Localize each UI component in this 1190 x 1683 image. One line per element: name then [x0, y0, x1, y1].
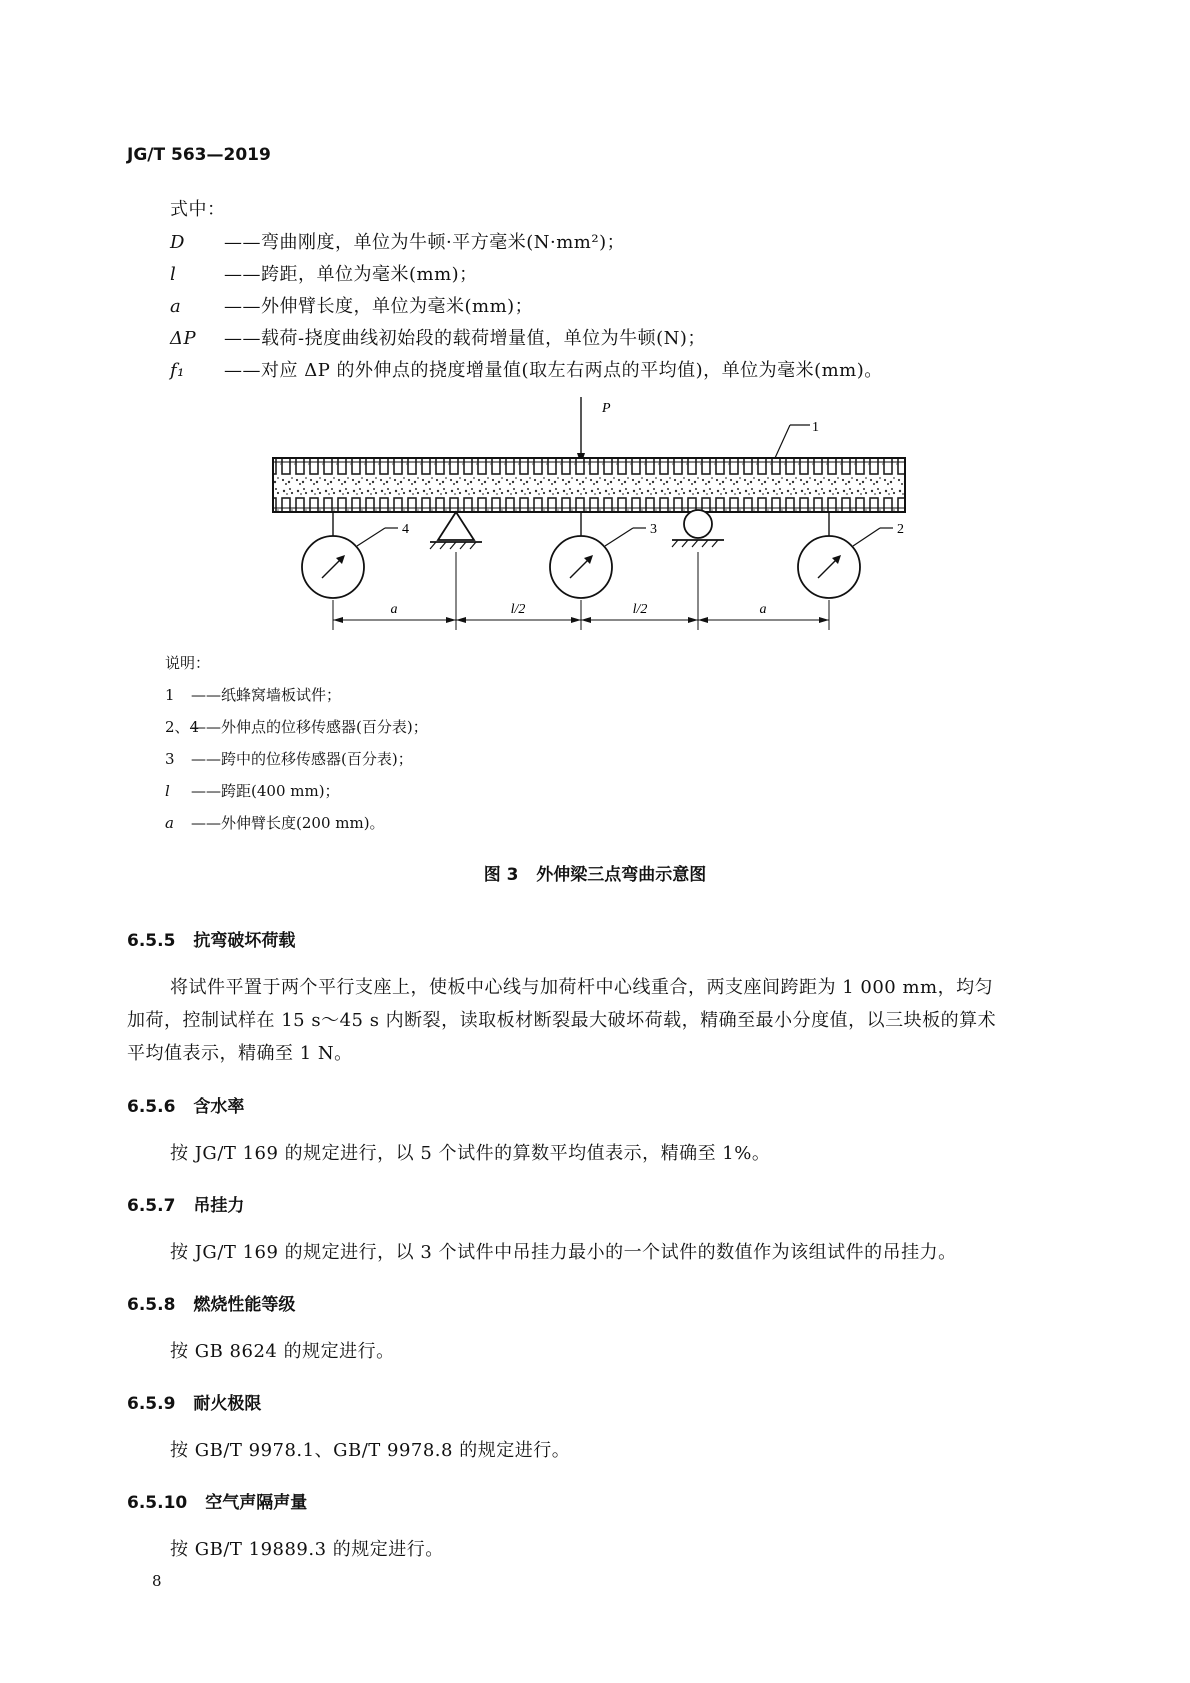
dim-label-a-left: a [390, 602, 398, 617]
section-title: 耐火极限 [193, 1394, 262, 1414]
section-title: 空气声隔声量 [205, 1493, 308, 1513]
section-heading-6-5-10 [127, 1488, 307, 1513]
paragraph-line: 按 JG/T 169 的规定进行，以 3 个试件中吊挂力最小的一个试件的数值作为该组试件的吊挂力。 [170, 1242, 957, 1263]
section-title: 吊挂力 [193, 1196, 245, 1216]
variable-description: ——弯曲刚度，单位为牛顿·平方毫米(N·mm²)； [224, 232, 626, 253]
dim-label-l-half-right: l/2 [632, 602, 648, 617]
callout-3: 3 [650, 522, 657, 537]
callout-4: 4 [402, 522, 409, 537]
dim-label-l-half-left: l/2 [510, 602, 526, 617]
legend-title: 说明： [165, 654, 211, 672]
variable-def-D [170, 228, 625, 254]
variable-symbol: D [170, 232, 185, 253]
callout-1: 1 [812, 420, 819, 435]
document-code: JG/T 563—2019 [127, 145, 271, 165]
legend-item [165, 716, 428, 737]
section-title: 含水率 [193, 1097, 245, 1117]
paragraph-line: 按 JG/T 169 的规定进行，以 5 个试件的算数平均值表示，精确至 1%。 [170, 1143, 771, 1164]
section-heading-6-5-5 [127, 926, 295, 951]
section-number: 6.5.8 [127, 1295, 176, 1315]
variable-symbol: a [170, 296, 182, 317]
section-number: 6.5.10 [127, 1493, 188, 1513]
paragraph-line: 将试件平置于两个平行支座上，使板中心线与加荷杆中心线重合，两支座间跨距为 1 000 mm，均匀 [170, 977, 994, 998]
legend-item [165, 684, 341, 705]
section-number: 6.5.7 [127, 1196, 176, 1216]
section-title: 抗弯破坏荷载 [193, 931, 296, 951]
legend-key: 1 [165, 686, 175, 704]
variable-def-a [170, 292, 533, 318]
legend-text: ——跨距(400 mm)； [191, 782, 340, 800]
roller-support [684, 510, 712, 538]
legend-text: ——外伸点的位移传感器(百分表)； [191, 718, 428, 736]
variable-description: ——载荷-挠度曲线初始段的载荷增量值，单位为牛顿(N)； [224, 328, 706, 349]
paragraph-line: 按 GB 8624 的规定进行。 [170, 1341, 395, 1362]
legend-key: l [165, 782, 170, 800]
variable-description: ——外伸臂长度，单位为毫米(mm)； [224, 296, 534, 317]
legend-key: a [165, 814, 174, 832]
load-label: P [602, 401, 611, 416]
paragraph-line: 按 GB/T 9978.1、GB/T 9978.8 的规定进行。 [170, 1440, 571, 1461]
legend-key: 2、4 [165, 718, 200, 736]
section-heading-6-5-9 [127, 1389, 261, 1414]
page-number: 8 [152, 1572, 162, 1590]
section-number: 6.5.9 [127, 1394, 176, 1414]
figure-caption: 图 3 外伸梁三点弯曲示意图 [483, 865, 707, 885]
paragraph-line: 加荷，控制试样在 15 s～45 s 内断裂，读取板材断裂最大破坏荷载，精确至最小分度值，以三块板的算术 [127, 1010, 997, 1031]
bending-test-diagram [260, 390, 920, 630]
section-heading-6-5-6 [127, 1092, 244, 1117]
section-number: 6.5.6 [127, 1097, 176, 1117]
section-heading-6-5-7 [127, 1191, 244, 1216]
paragraph-line: 按 GB/T 19889.3 的规定进行。 [170, 1539, 444, 1560]
callout-2: 2 [897, 522, 904, 537]
variable-symbol: ΔP [170, 328, 197, 349]
legend-text: ——跨中的位移传感器(百分表)； [191, 750, 413, 768]
variable-def-f1 [170, 356, 883, 382]
section-number: 6.5.5 [127, 931, 176, 951]
variable-def-deltaP [170, 324, 706, 350]
legend-item [165, 780, 340, 801]
legend-key: 3 [165, 750, 175, 768]
formula-intro: 式中： [170, 199, 226, 220]
paragraph-line: 平均值表示，精确至 1 N。 [127, 1043, 353, 1064]
variable-symbol: f₁ [170, 360, 185, 381]
dim-label-a-right: a [759, 602, 767, 617]
legend-item [165, 812, 385, 833]
section-heading-6-5-8 [127, 1290, 295, 1315]
variable-def-l [170, 260, 478, 286]
legend-text: ——外伸臂长度(200 mm)。 [191, 814, 385, 832]
variable-description: ——跨距，单位为毫米(mm)； [224, 264, 478, 285]
variable-description: ——对应 ΔP 的外伸点的挠度增量值(取左右两点的平均值)，单位为毫米(mm)。 [224, 360, 883, 381]
legend-item [165, 748, 413, 769]
variable-symbol: l [170, 264, 177, 285]
specimen-panel [273, 458, 905, 512]
legend-text: ——纸蜂窝墙板试件； [191, 686, 342, 704]
section-title: 燃烧性能等级 [193, 1295, 296, 1315]
pin-support [438, 512, 474, 540]
